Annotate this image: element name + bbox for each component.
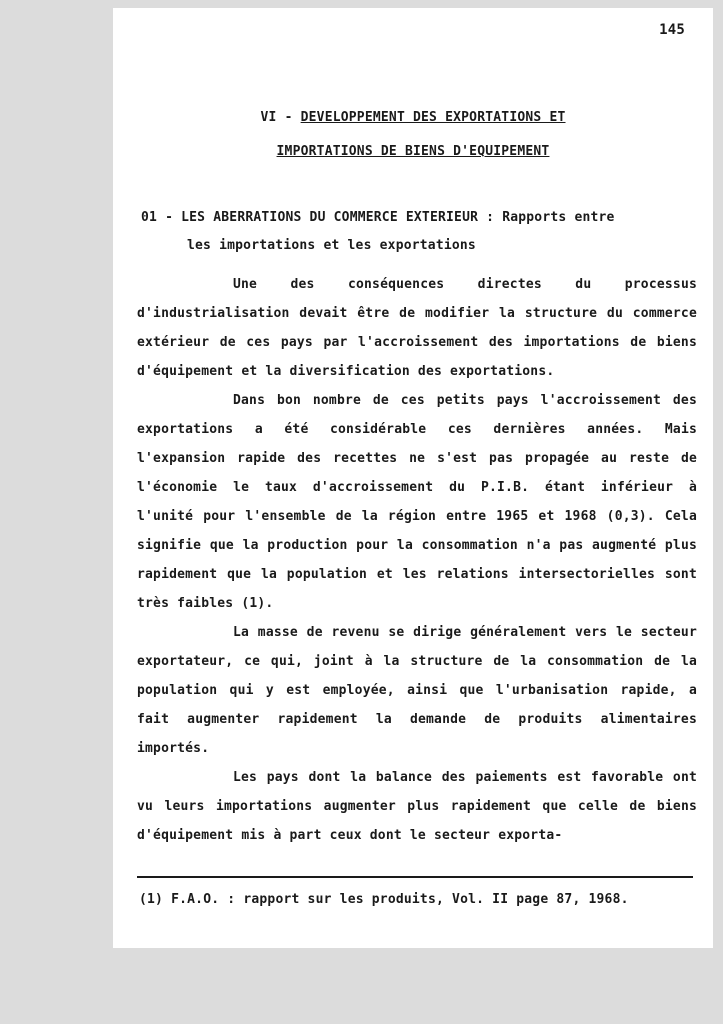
section-heading [141, 204, 615, 260]
document-page [113, 8, 713, 948]
paragraph-2: Dans bon nombre de ces petits pays l'accroissement des exportations a été considérable ces dernières années. Mais l'expansion rapide des recettes ne s'est pas propagée au reste de l'économie le taux d'accroissement du P.I.B. étant inférieur à l'unité pour l'ensemble de la région entre 1965 et 1968 (0,3). Cela signifie que la production pour la consommation n'a pas augmenté plus rapidement que la population et les relations intersectorielles sont très faibles (1). [137, 393, 697, 611]
chapter-title-line2: IMPORTATIONS DE BIENS D'EQUIPEMENT [276, 144, 550, 159]
chapter-title-line1: DEVELOPPEMENT DES EXPORTATIONS ET [300, 110, 566, 125]
section-heading-line1: 01 - LES ABERRATIONS DU COMMERCE EXTERIEUR : Rapports entre [141, 210, 615, 225]
paragraph-4: Les pays dont la balance des paiements est favorable ont vu leurs importations augmenter plus rapidement que celle de biens d'équipement mis à part ceux dont le secteur exporta- [137, 770, 697, 843]
paragraph-1: Une des conséquences directes du processus d'industrialisation devait être de modifier la structure du commerce extérieur de ces pays par l'accroissement des importations de biens d'équipement et la diversification des exportations. [137, 277, 697, 379]
chapter-heading-line2 [113, 144, 713, 159]
chapter-heading-line1 [113, 110, 713, 125]
chapter-number: VI - [260, 110, 293, 125]
paragraph-3: La masse de revenu se dirige généralement vers le secteur exportateur, ce qui, joint à la structure de la consommation de la population qui y est employée, ainsi que l'urbanisation rapide, a fait augmenter rapidement la demande de produits alimentaires importés. [137, 625, 697, 756]
page-number: 145 [659, 22, 685, 38]
footnote-divider [137, 876, 693, 878]
body-text [137, 270, 697, 850]
section-heading-line2: les importations et les exportations [187, 238, 476, 253]
footnote: (1) F.A.O. : rapport sur les produits, Vol. II page 87, 1968. [139, 892, 629, 907]
